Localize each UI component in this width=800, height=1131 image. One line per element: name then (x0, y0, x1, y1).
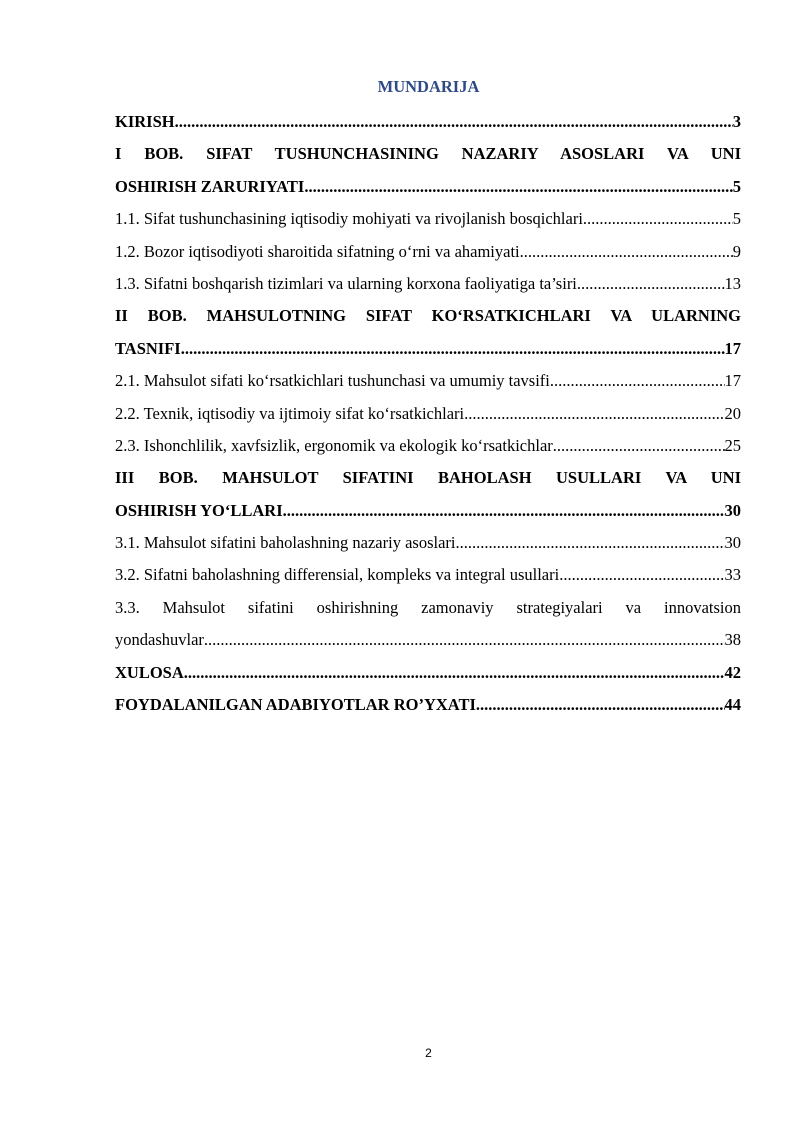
toc-entry-chapter-2-line1[interactable] (115, 300, 741, 332)
dot-leader (455, 527, 724, 559)
toc-entry-chapter-1-line1[interactable] (115, 138, 741, 170)
toc-entry-page: 17 (724, 371, 741, 391)
toc-entry-chapter-3-line1[interactable] (115, 462, 741, 494)
toc-entry-text: FOYDALANILGAN ADABIYOTLAR RO’YXATI (115, 695, 476, 715)
toc-entry-1-3[interactable] (115, 268, 741, 300)
toc-entry-text: 2.1. Mahsulot sifati ko‘rsatkichlari tushunchasi va umumiy tavsifi (115, 371, 550, 391)
toc-entry-page: 25 (724, 435, 741, 455)
toc-entry-text: 2.3. Ishonchlilik, xavfsizlik, ergonomik va ekologik ko‘rsatkichlar (115, 435, 553, 455)
toc-entry-page: 30 (724, 533, 741, 553)
toc-entry-text: OSHIRISH ZARURIYATI (115, 176, 305, 196)
dot-leader (304, 171, 732, 203)
toc-entry-text: 2.2. Texnik, iqtisodiy va ijtimoiy sifat ko‘rsatkichlari (115, 403, 465, 423)
toc-entry-1-2[interactable] (115, 236, 741, 268)
dot-leader (204, 624, 725, 656)
toc-entry-page: 13 (724, 273, 741, 293)
toc-entry-page: 3 (732, 112, 741, 131)
toc-entry-page: 20 (724, 403, 741, 423)
toc-entry-3-3[interactable] (115, 624, 741, 656)
toc-entry-text: TASNIFI (115, 338, 181, 358)
toc-entry-kirish[interactable] (115, 106, 741, 138)
toc-entry-2-3[interactable] (115, 430, 741, 462)
dot-leader (464, 398, 724, 430)
toc-entry-3-2[interactable] (115, 559, 741, 591)
toc-entry-text: yondashuvlar (115, 630, 204, 650)
toc-entry-xulosa[interactable] (115, 657, 741, 689)
toc-entry-page: 33 (724, 565, 741, 585)
dot-leader (184, 657, 725, 689)
toc-entry-heading-line: 3.3. Mahsulot sifatini oshirishning zamonaviy strategiyalari va innovatsion (115, 597, 741, 617)
table-of-contents (115, 106, 741, 721)
toc-entry-page: 5 (732, 176, 741, 196)
toc-entry-page: 42 (724, 662, 741, 682)
toc-entry-bibliography[interactable] (115, 689, 741, 721)
toc-entry-chapter-3[interactable] (115, 495, 741, 527)
toc-entry-2-1[interactable] (115, 365, 741, 397)
dot-leader (175, 106, 733, 138)
toc-entry-page: 17 (724, 338, 741, 358)
toc-entry-text: KIRISH (115, 112, 175, 131)
toc-entry-page: 38 (724, 630, 741, 650)
toc-entry-page: 30 (724, 500, 741, 520)
toc-entry-text: 1.3. Sifatni boshqarish tizimlari va ularning korxona faoliyatiga ta’siri (115, 273, 577, 293)
toc-entry-heading-line: II BOB. MAHSULOTNING SIFAT KO‘RSATKICHLARI VA ULARNING (115, 306, 741, 326)
toc-entry-heading-line: I BOB. SIFAT TUSHUNCHASINING NAZARIY ASOSLARI VA UNI (115, 144, 741, 164)
toc-entry-text: OSHIRISH YO‘LLARI (115, 500, 283, 520)
page-number: 2 (425, 1046, 432, 1060)
toc-entry-page: 9 (732, 241, 741, 261)
toc-entry-chapter-2[interactable] (115, 333, 741, 365)
toc-entry-text: 1.1. Sifat tushunchasining iqtisodiy mohiyati va rivojlanish bosqichlari (115, 209, 583, 229)
toc-entry-chapter-1[interactable] (115, 171, 741, 203)
dot-leader (553, 430, 725, 462)
dot-leader (550, 365, 725, 397)
dot-leader (520, 236, 733, 268)
dot-leader (583, 203, 733, 235)
toc-entry-text: 3.2. Sifatni baholashning differensial, kompleks va integral usullari (115, 565, 560, 585)
toc-entry-page: 5 (732, 209, 741, 229)
dot-leader (577, 268, 725, 300)
toc-entry-text: 3.1. Mahsulot sifatini baholashning nazariy asoslari (115, 533, 456, 553)
dot-leader (559, 559, 724, 591)
dot-leader (476, 689, 725, 721)
dot-leader (283, 495, 725, 527)
toc-entry-text: XULOSA (115, 662, 184, 682)
toc-entry-text: 1.2. Bozor iqtisodiyoti sharoitida sifatning o‘rni va ahamiyati (115, 241, 520, 261)
toc-entry-3-3-line1[interactable] (115, 592, 741, 624)
toc-entry-heading-line: III BOB. MAHSULOT SIFATINI BAHOLASH USULLARI VA UNI (115, 468, 741, 488)
toc-entry-page: 44 (724, 695, 741, 715)
toc-entry-2-2[interactable] (115, 398, 741, 430)
dot-leader (181, 333, 725, 365)
toc-entry-3-1[interactable] (115, 527, 741, 559)
toc-title: MUNDARIJA (377, 77, 480, 96)
toc-entry-1-1[interactable] (115, 203, 741, 235)
